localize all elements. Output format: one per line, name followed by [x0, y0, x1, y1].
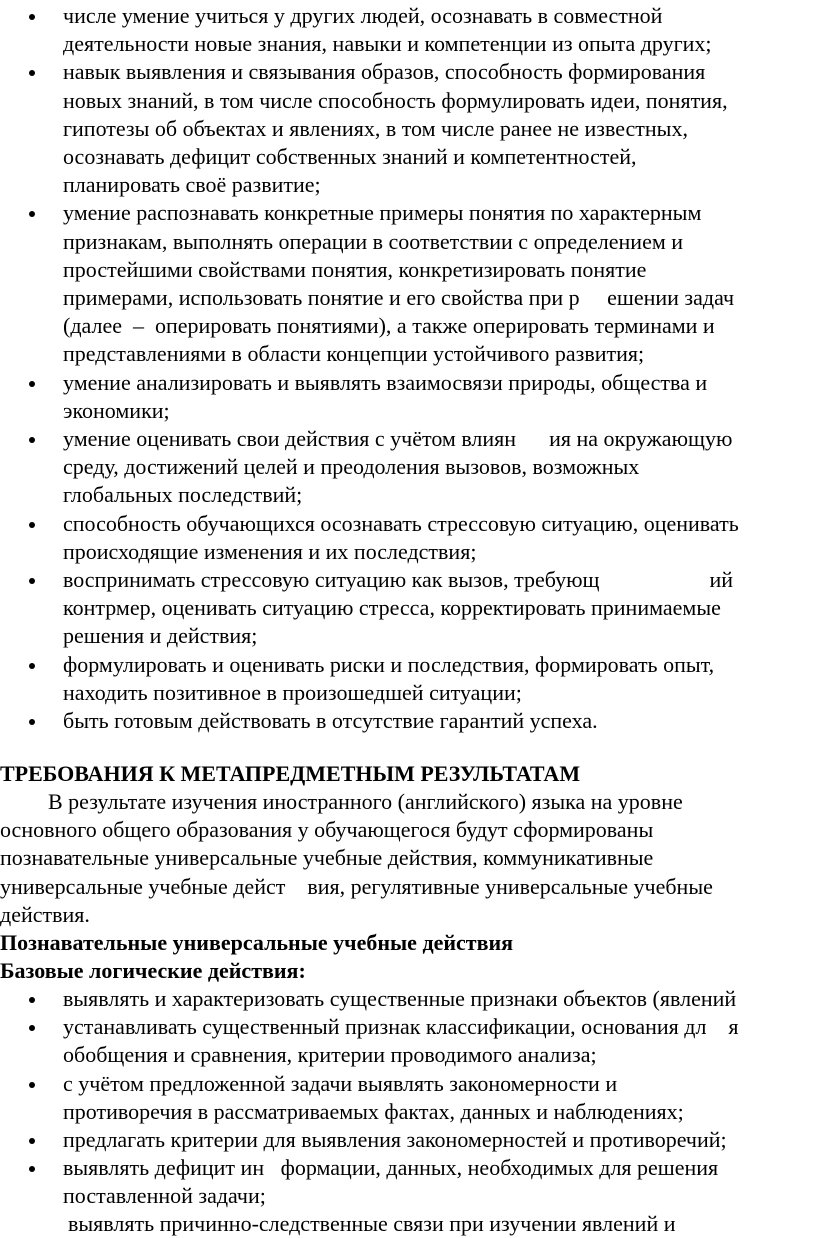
bullet-icon — [29, 437, 35, 443]
top-bullet-list — [0, 2, 816, 735]
list-item: с учётом предложенной задачи выявлять закономерности и противоречия в рассматриваемых фактах, данных и наблюдениях; — [0, 1070, 816, 1126]
bullet-icon — [29, 211, 35, 217]
bullet-icon — [29, 1082, 35, 1088]
bullet-icon — [29, 719, 35, 725]
bullet-icon — [29, 1025, 35, 1031]
list-item: навык выявления и связывания образов, способность формирования новых знаний, в том числе способность формулировать идеи, понятия, гипотезы об объектах и явлениях, в том числе ранее не известных, осознавать дефицит собственных знаний и компетентностей, планировать своё развитие; — [0, 58, 816, 199]
list-item: умение анализировать и выявлять взаимосвязи природы, общества и экономики; — [0, 369, 816, 425]
bullet-icon — [29, 70, 35, 76]
list-item: предлагать критерии для выявления закономерностей и противоречий; — [0, 1126, 816, 1154]
bullet-icon — [29, 381, 35, 387]
list-item: формулировать и оценивать риски и последствия, формировать опыт, находить позитивное в произошедшей ситуации; — [0, 651, 816, 707]
bullet-icon — [29, 663, 35, 669]
bullet-icon — [29, 997, 35, 1003]
list-item: числе умение учиться у других людей, осознавать в совместной деятельности новые знания, навыки и компетенции из опыта других; — [0, 2, 816, 58]
list-item: быть готовым действовать в отсутствие гарантий успеха. — [0, 707, 816, 735]
bullet-icon — [29, 578, 35, 584]
list-item: способность обучающихся осознавать стрессовую ситуацию, оценивать происходящие изменения и их последствия; — [0, 510, 816, 566]
trailing-text-line: выявлять причинно-следственные связи при изучении явлений и — [68, 1211, 676, 1236]
bullet-icon — [29, 1138, 35, 1144]
bullet-icon — [29, 1166, 35, 1172]
list-item: воспринимать стрессовую ситуацию как вызов, требующ ий контрмер, оценивать ситуацию стресса, корректировать принимаемые решения и действия; — [0, 566, 816, 651]
intro-paragraph: В результате изучения иностранного (английского) языка на уровне основного общего образования у обучающегося будут сформированы познавательные универсальные учебные действия, коммуникативные универсальные учебные дейст вия, регулятивные универсальные учебные действия. — [0, 789, 713, 927]
section-heading: ТРЕБОВАНИЯ К МЕТАПРЕДМЕТНЫМ РЕЗУЛЬТАТАМ — [0, 761, 581, 786]
subheading-cognitive-actions: Познавательные универсальные учебные действия — [0, 930, 514, 955]
list-item: устанавливать существенный признак классификации, основания дл я обобщения и сравнения, критерии проводимого анализа; — [0, 1013, 816, 1069]
list-item: выявлять и характеризовать существенные признаки объектов (явлений — [0, 985, 816, 1013]
bullet-icon — [29, 522, 35, 528]
list-item: умение распознавать конкретные примеры понятия по характерным признакам, выполнять операции в соответствии с определением и простейшими свойствами понятия, конкретизировать понятие примерами, использовать понятие и его свойства при р ешении задач (далее – оперировать понятиями), а также оперировать терминами и представлениями в области концепции устойчивого развития; — [0, 199, 816, 368]
bullet-icon — [29, 14, 35, 20]
list-item: выявлять дефицит ин формации, данных, необходимых для решения поставленной задачи; — [0, 1154, 816, 1210]
subheading-logical-actions: Базовые логические действия: — [0, 958, 306, 983]
bottom-bullet-list — [0, 985, 816, 1211]
list-item: умение оценивать свои действия с учётом влиян ия на окружающую среду, достижений целей и преодоления вызовов, возможных глобальных последствий; — [0, 425, 816, 510]
